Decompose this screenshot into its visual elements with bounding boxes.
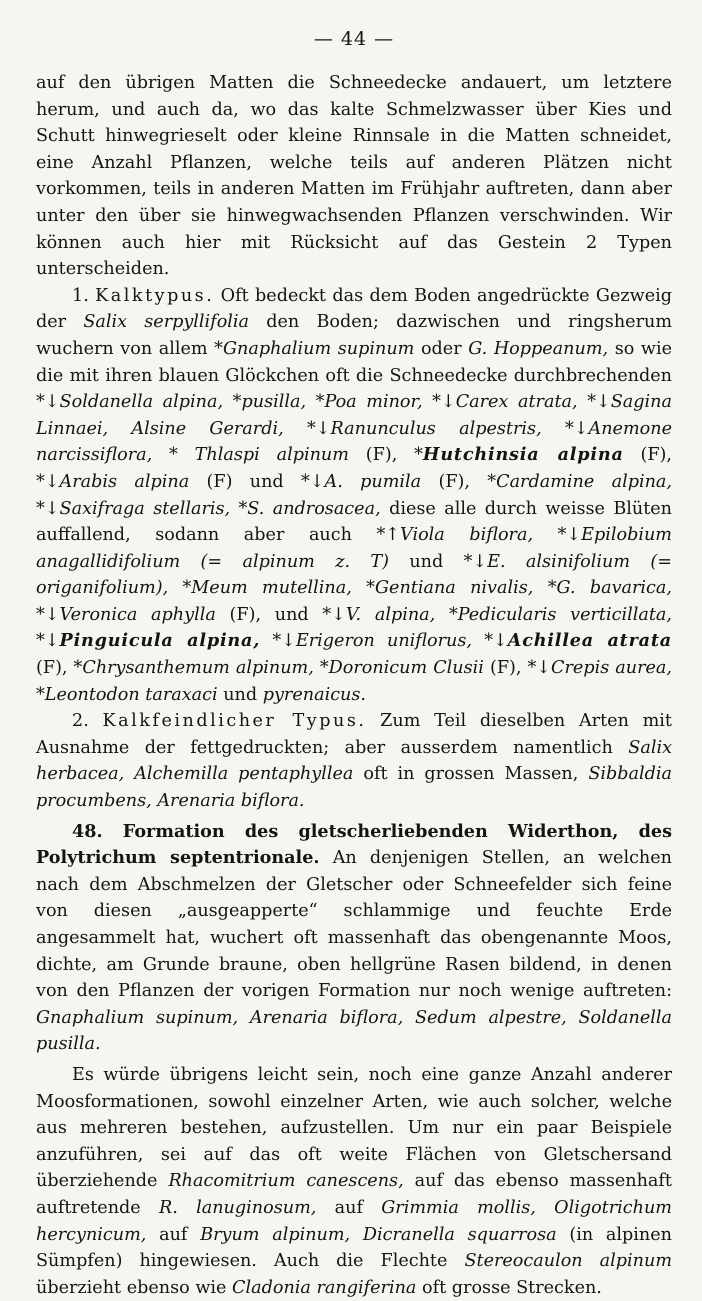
moos-paragraph — [36, 1062, 672, 1301]
text-run: *↓ — [484, 631, 508, 652]
text-run: (F), *↓ — [36, 445, 673, 492]
text-run: (F), * — [36, 658, 83, 679]
species-list: Salix herbacea, Alchemilla pentaphyllea — [36, 737, 672, 785]
text-run: so wie die mit ihren blauen Glöckchen oft die Schneedecke durchbrechenden *↓ — [36, 338, 672, 413]
kalkfeindlicher-paragraph — [36, 708, 672, 814]
text-run: (in alpinen Sümpfen) hingewiesen. Auch die Flechte — [36, 1224, 673, 1272]
text-run: oder — [420, 338, 462, 359]
text-run: An denjenigen Stellen, an welchen nach dem Abschmelzen der Gletscher oder Schneefelder sich feine von diesen „ausgeapperte“ schlammige und feuchte Erde angesammelt hat, wuchert oft massenhaft das obengenannte Moos, dichte, am Grunde braune, oben hellgrüne Rasen bildend, in denen von den Pflanzen der vorigen Formation nur noch wenige auftreten: — [36, 848, 672, 1002]
species-name-bold: Achillea atrata — [507, 630, 673, 652]
text-run: (F) und *↓ — [206, 471, 325, 492]
text-run: *↓ — [36, 631, 60, 652]
species-name: G. Hoppeanum, — [468, 338, 609, 359]
text-run: auf — [334, 1197, 363, 1218]
species-name: Arabis alpina — [59, 471, 190, 492]
kalktypus-number: 1. — [72, 285, 89, 306]
species-list: Cardamine alpina, *↓Saxifraga stellaris, *S. androsacea, — [36, 471, 672, 519]
kalkfeindlicher-number: 2. — [72, 711, 89, 732]
text-run: den Boden; dazwischen und ringsherum wuchern von allem * — [36, 312, 672, 359]
species-name: Stereocaulon alpinum — [464, 1251, 673, 1272]
species-list: Viola biflora, *↓Epilobium anagallidifolium (= alpinum z. T) — [36, 525, 672, 572]
species-name-bold: Pinguicula alpina, — [59, 630, 261, 652]
text-run: oft grosse Strecken. — [422, 1277, 602, 1298]
text-run: Oft bedeckt das dem Boden angedrückte Gezweig der — [36, 285, 672, 333]
section-heading: 48. Formation des gletscherliebenden Widerthon, des Polytrichum septentrionale. — [36, 820, 672, 869]
text-run: und *↓ — [409, 551, 488, 572]
species-list: E. alsinifolium (= origanifolium), *Meum mutellina, *Gentiana nivalis, *G. bavarica, *↓Veronica aphylla — [36, 551, 672, 625]
species-name: Cladonia rangiferina — [232, 1277, 417, 1298]
text-run: Zum Teil dieselben Arten mit Ausnahme der fettgedruckten; aber ausserdem namentlich — [36, 711, 672, 758]
text-run: (F), * — [438, 471, 497, 492]
page-number: — 44 — — [313, 28, 395, 50]
species-name: pyrenaicus. — [262, 684, 367, 705]
species-list: Bryum alpinum, Dicranella squarrosa — [200, 1224, 557, 1245]
page-body — [36, 70, 672, 1301]
species-list: Soldanella alpina, *pusilla, *Poa minor, *↓Carex atrata, *↓Sagina Linnaei, Alsine Gerardi, *↓Ranunculus alpestris, *↓Anemone narcissiflora, * Thlaspi alpinum — [36, 392, 672, 466]
text-run: oft in grossen Massen, — [363, 764, 579, 785]
species-list: Gnaphalium supinum, Arenaria biflora, Sedum alpestre, Soldanella pusilla. — [36, 1007, 672, 1055]
text-run: Es würde übrigens leicht sein, noch eine ganze Anzahl anderer Moosformationen, sowohl einzelner Arten, wie auch solcher, welche aus mehreren bestehen, aufzustellen. Um nur ein paar Beispiele anzuführen, sei auf das oft weite Flächen von Gletschersand überziehende — [36, 1064, 672, 1192]
species-name: Salix serpyllifolia — [83, 312, 250, 333]
species-list: V. alpina, *Pedicularis verticillata, — [345, 604, 672, 625]
text-run: (F), * — [365, 445, 423, 466]
species-name: A. pumila — [324, 471, 422, 492]
text-run: *↓ — [272, 631, 296, 652]
species-name: Gnaphalium supinum — [222, 338, 415, 359]
formation-48-paragraph — [36, 819, 672, 1058]
kalktypus-label: Kalktypus. — [95, 285, 215, 306]
text-run: diese alle durch weisse Blüten auffallend, sodann aber auch *↑ — [36, 498, 673, 546]
species-name: Rhacomitrium canescens, — [168, 1171, 404, 1192]
kalkfeindlicher-label: Kalkfeindlicher Typus. — [102, 711, 367, 732]
text-run: und — [223, 684, 258, 705]
intro-text: auf den übrigen Matten die Schneedecke andauert, um letztere herum, und auch da, wo das kalte Schmelzwasser über Kies und Schutt hinwegrieselt oder kleine Rinnsale in die Matten schneidet, eine Anzahl Pflanzen, welche teils auf anderen Plätzen nicht vorkommen, teils in anderen Matten im Frühjahr auftreten, dann aber unter den über sie hinwegwachsenden Pflanzen verschwinden. Wir können auch hier mit Rücksicht auf das Gestein 2 Typen unterscheiden. — [36, 73, 672, 280]
species-list: Sibbaldia procumbens, Arenaria biflora. — [36, 764, 673, 812]
intro-paragraph — [36, 70, 672, 283]
species-list: Chrysanthemum alpinum, *Doronicum Clusii — [82, 658, 484, 679]
text-run: (F), und *↓ — [229, 604, 346, 625]
text-run: auf — [159, 1224, 188, 1245]
kalktypus-paragraph — [36, 283, 672, 709]
species-name-bold: Hutchinsia alpina — [422, 444, 624, 466]
species-list: Grimmia mollis, Oligotrichum hercynicum, — [36, 1197, 672, 1245]
text-run: (F), *↓ — [489, 658, 552, 679]
species-name: R. lanuginosum, — [159, 1197, 317, 1218]
text-run: überzieht ebenso wie — [36, 1277, 227, 1298]
species-list: Crepis aurea, *Leontodon taraxaci — [36, 658, 672, 705]
text-run: auf das ebenso massenhaft auftretende — [36, 1171, 672, 1218]
species-name: Erigeron uniflorus, — [295, 631, 472, 652]
